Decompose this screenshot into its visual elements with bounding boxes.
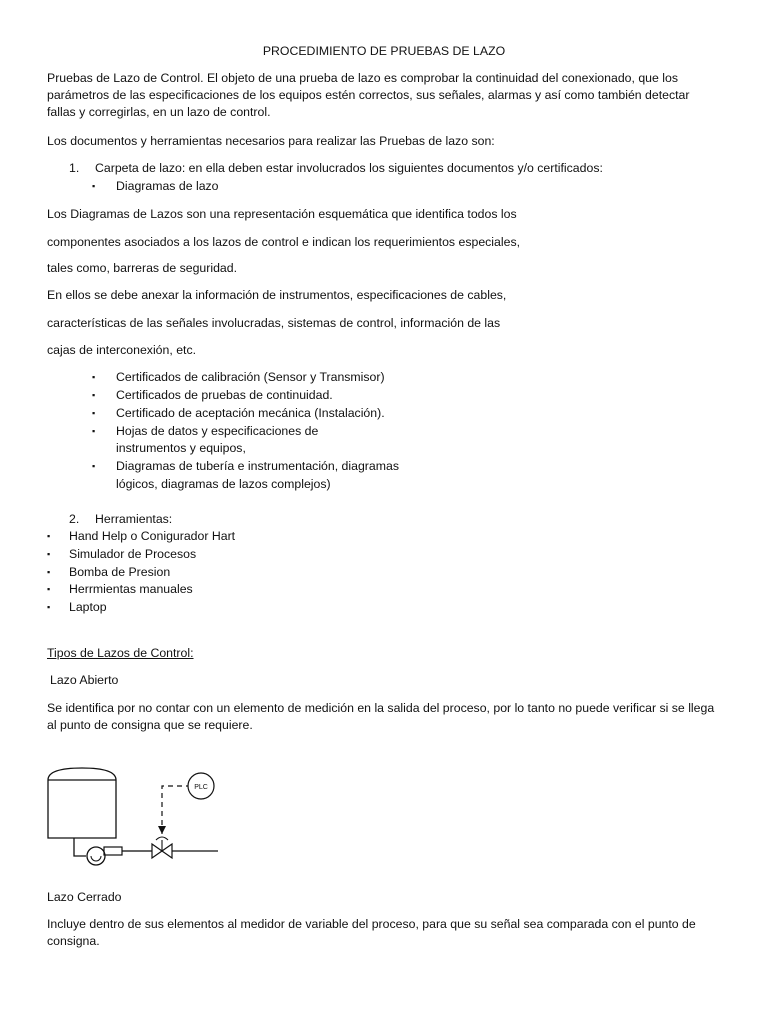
cert-item-continuidad [92, 387, 452, 404]
diagramas-line-3: tales como, barreras de seguridad. [47, 261, 238, 275]
tool-item-bomba [47, 564, 170, 581]
cert-label: Diagramas de tubería e instrumentación, diagramas [116, 459, 399, 473]
lazo-abierto-text: Se identifica por no contar con un elemento de medición en la salida del proceso, por lo tanto no puede verificar si se llega al punto de consigna que se requiere. [47, 701, 715, 732]
plc-label: PLC [194, 784, 208, 791]
bullet-icon: ▪ [92, 461, 96, 471]
tool-label: Hand Help o Conigurador Hart [69, 529, 236, 543]
bullet-icon: ▪ [92, 426, 96, 436]
signal-line [162, 786, 188, 834]
diagramas-line-5: características de las señales involucradas, sistemas de control, información de las [47, 316, 501, 330]
intro-paragraph: Pruebas de Lazo de Control. El objeto de una prueba de lazo es comprobar la continuidad del conexionado, que los parámetros de las especificaciones de los equipos estén correctos, sus señales, alarmas y así como también detectar fallas y corregirlas, en un lazo de control. [47, 71, 690, 119]
cert-item-calibracion [92, 369, 452, 386]
cert-item-tuberia-cont: lógicos, diagramas de lazos complejos) [116, 477, 331, 491]
tool-item-simulador [47, 546, 196, 563]
docs-intro: Los documentos y herramientas necesarios para realizar las Pruebas de lazo son: [47, 134, 495, 148]
cert-item-mecanica [92, 405, 452, 422]
diagramas-line-2: componentes asociados a los lazos de control e indican los requerimientos especiales, [47, 235, 521, 249]
tool-label: Laptop [69, 600, 107, 614]
tank-shape [48, 768, 116, 838]
bullet-icon: ▪ [47, 602, 51, 612]
cert-label: Certificados de pruebas de continuidad. [116, 388, 333, 402]
bullet-icon: ▪ [92, 181, 96, 191]
cert-label: Hojas de datos y especificaciones de [116, 424, 319, 438]
pump-outlet [104, 847, 122, 855]
diagramas-line-6: cajas de interconexión, etc. [47, 343, 197, 357]
tool-item-manuales [47, 581, 193, 598]
page-title: PROCEDIMIENTO DE PRUEBAS DE LAZO [262, 44, 506, 58]
bullet-icon: ▪ [47, 531, 51, 541]
arrow-head-icon [158, 826, 166, 834]
pipe-segment [74, 838, 86, 856]
list-number: 2. [69, 512, 80, 526]
list-number: 1. [69, 161, 80, 175]
bullet-icon: ▪ [92, 408, 96, 418]
tool-item-laptop [47, 599, 107, 616]
diagramas-line-4: En ellos se debe anexar la información de instrumentos, especificaciones de cables, [47, 288, 507, 302]
tool-label: Bomba de Presion [69, 565, 171, 579]
valve-actuator [156, 837, 168, 840]
pump-rotor [91, 856, 101, 861]
cert-item-tuberia [92, 458, 452, 475]
cert-label: Certificado de aceptación mecánica (Instalación). [116, 406, 385, 420]
sub-item-label: Diagramas de lazo [116, 179, 219, 193]
tool-label: Simulador de Procesos [69, 547, 197, 561]
lazo-abierto-heading: Lazo Abierto [50, 673, 119, 687]
bullet-icon: ▪ [92, 390, 96, 400]
bullet-icon: ▪ [92, 372, 96, 382]
pump-icon [87, 847, 105, 865]
lazo-cerrado-text: Incluye dentro de sus elementos al medidor de variable del proceso, para que su señal sea comparada con el punto de consigna. [47, 917, 696, 948]
list-item-herramientas [69, 511, 741, 528]
lazo-cerrado-heading: Lazo Cerrado [47, 890, 122, 904]
cert-item-hojas-cont: instrumentos y equipos, [116, 441, 246, 455]
tipos-heading: Tipos de Lazos de Control: [47, 646, 194, 660]
open-loop-diagram [38, 760, 238, 870]
bullet-icon: ▪ [47, 584, 51, 594]
tool-item-hart [47, 528, 235, 545]
sub-item-diagramas [92, 178, 764, 195]
diagramas-line-1: Los Diagramas de Lazos son una representación esquemática que identifica todos los [47, 207, 517, 221]
valve-icon [162, 844, 172, 858]
bullet-icon: ▪ [47, 567, 51, 577]
list-item-label: Carpeta de lazo: en ella deben estar involucrados los siguientes documentos y/o certificados: [95, 161, 603, 175]
tool-label: Herrmientas manuales [69, 582, 193, 596]
list-item-label: Herramientas: [95, 512, 173, 526]
cert-item-hojas [92, 423, 452, 440]
list-item-carpeta [69, 160, 741, 177]
bullet-icon: ▪ [47, 549, 51, 559]
valve-icon [152, 844, 162, 858]
cert-label: Certificados de calibración (Sensor y Transmisor) [116, 370, 385, 384]
